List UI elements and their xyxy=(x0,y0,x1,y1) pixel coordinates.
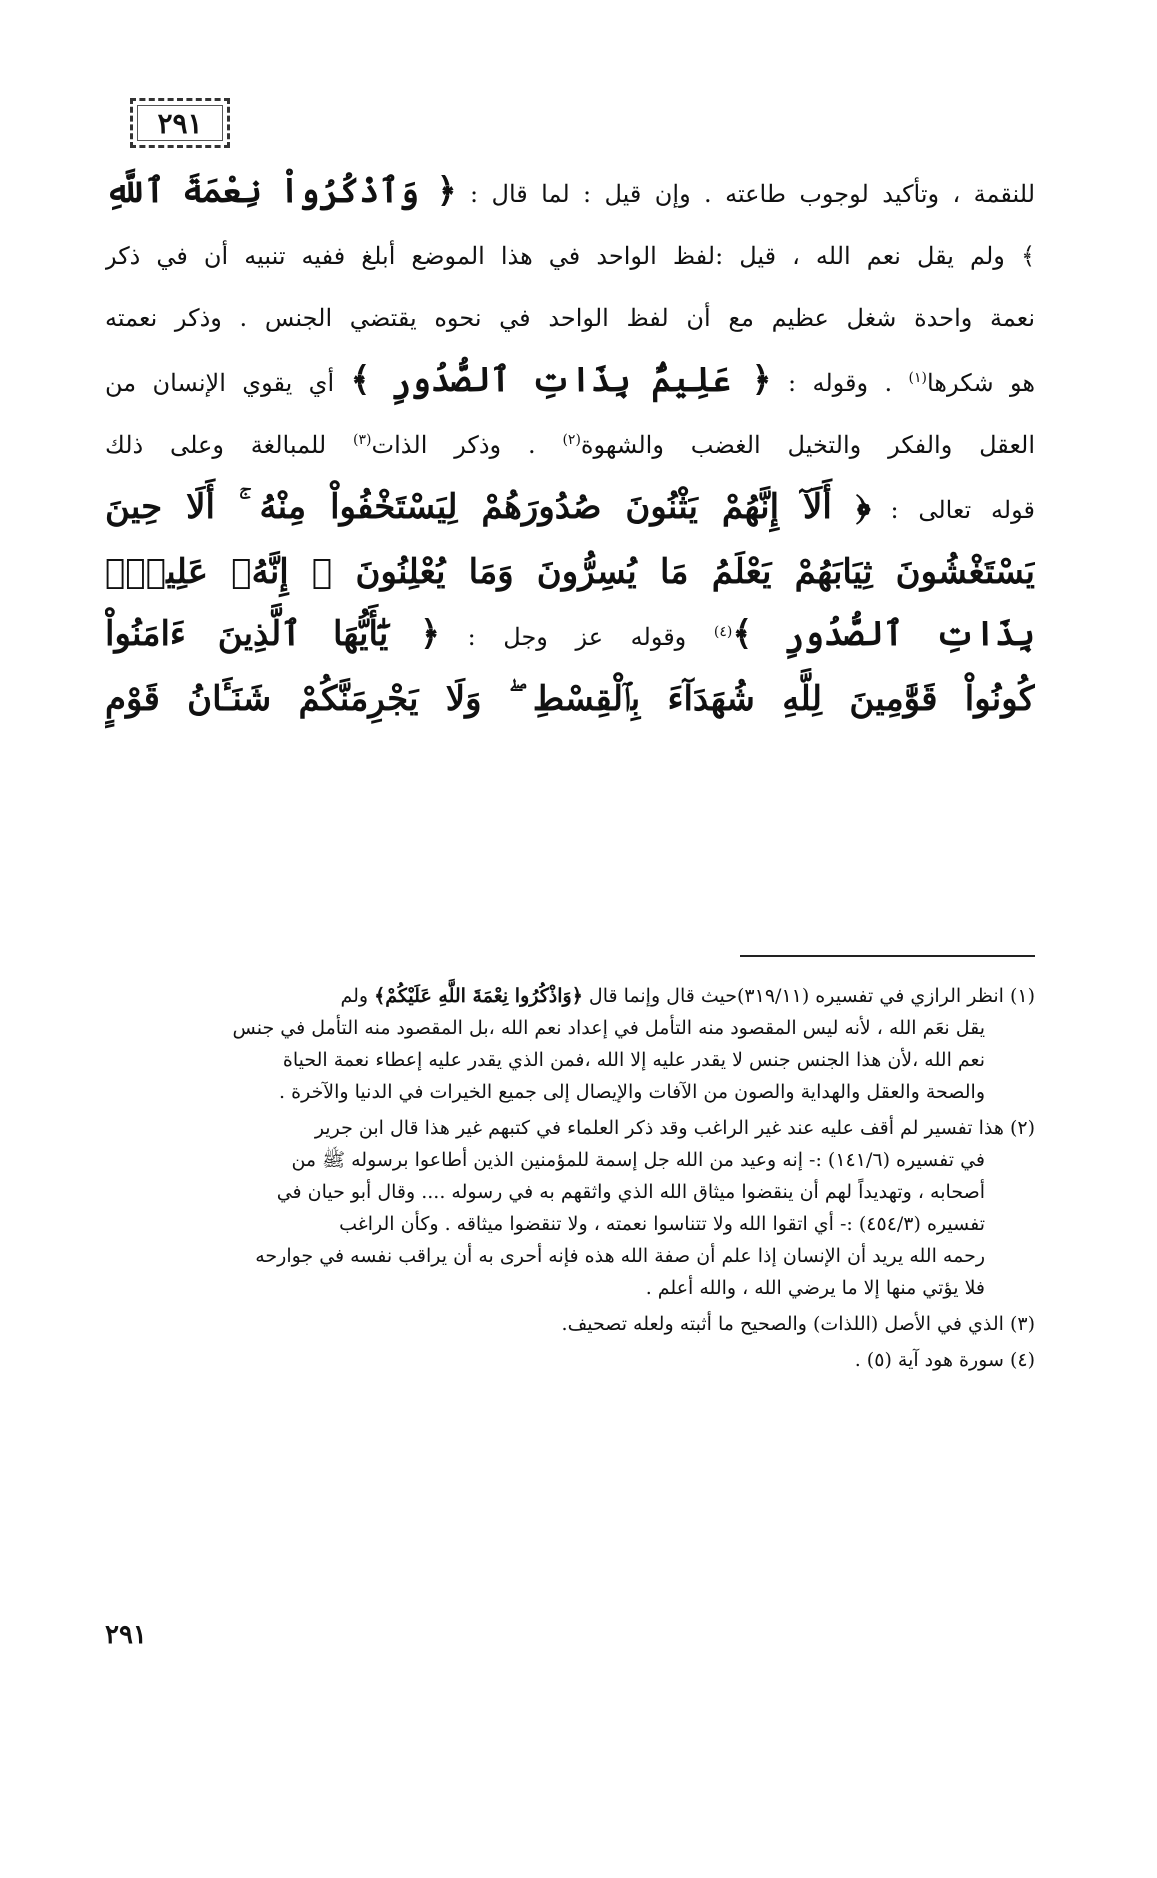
footnote-line: أصحابه ، وتهديداً لهم أن ينقضوا ميثاق الله الذي واثقهم به في رسوله .... وقال أبو حيان في xyxy=(276,1181,985,1203)
footnote-2: (٢) هذا تفسير لم أقف عليه عند غير الراغب وقد ذكر العلماء في كتبهم غير هذا قال ابن جرير في تفسيره (١٤١/٦) :- إنه وعيد من الله جل إسمة للمؤمنين الذين أطاعوا برسوله ﷺ من أصحابه ، وتهديداً لهم أن ينقضوا ميثاق الله الذي واثقهم به في رسوله .... وقال أبو حيان في تفسيره (٤٥٤/٣) :- أي اتقوا الله ولا تتناسوا نعمته ، ولا تنقضوا ميثاقه . وكأن الراغب رحمه الله يريد أن الإنسان إذا علم أن صفة الله هذه فإنه أحرى به أن يراقب نفسه في جوارحه فلا يؤتي منها إلا ما يرضي الله ، والله أعلم . xyxy=(105,1112,1035,1304)
footnote-separator xyxy=(740,955,1035,957)
footnote-number: (٤) xyxy=(1009,1349,1035,1371)
footnote-3: (٣) الذي في الأصل (اللذات) والصحيح ما أثبته ولعله تصحيف. xyxy=(561,1313,1035,1335)
text-line-6: قوله تعالى : ﴿ أَلَآ إِنَّهُمْ يَثْنُونَ صُدُورَهُمْ لِيَسْتَخْفُواْ مِنْهُ ۚ أَلَا حِينَ xyxy=(105,487,1035,527)
text-line-2: ﴾ ولم يقل نعم الله ، قيل :لفظ الواحد في هذا الموضع أبلغ ففيه تنبيه أن في ذكر xyxy=(105,242,1035,270)
text-line-1: للنقمة ، وتأكيد لوجوب طاعته . وإن قيل : لما قال : ﴿ وَٱذْكُرُواْ نِعْمَةَ ٱللَّهِ xyxy=(105,171,1035,211)
footnote-ref-3: (٣) xyxy=(353,432,372,448)
footnote-line: رحمه الله يريد أن الإنسان إذا علم أن صفة الله هذه فإنه أحرى به أن يراقب نفسه في جوارحه xyxy=(255,1245,985,1267)
footnote-line: نعم الله ،لأن هذا الجنس جنس لا يقدر عليه إلا الله ،فمن الذي يقدر عليه إعطاء نعمة الحياة xyxy=(282,1049,985,1071)
page-number-bottom: ٢٩١ xyxy=(105,1620,147,1650)
footnote-number: (٣) xyxy=(1009,1313,1035,1335)
quran-verse: ﴿ أَلَآ إِنَّهُمْ يَثْنُونَ صُدُورَهُمْ لِيَسْتَخْفُواْ مِنْهُ ۚ أَلَا حِينَ xyxy=(105,487,871,527)
footnote-line: والصحة والعقل والهداية والصون من الآفات والإيصال إلى جميع الخيرات في الدنيا والآخرة . xyxy=(279,1081,985,1103)
quran-verse: ﴿وَاذْكُرُوا نِعْمَةَ اللَّهِ عَلَيْكُمْ﴾ xyxy=(374,985,583,1007)
footnote-ref-2: (٢) xyxy=(562,432,581,448)
quran-verse: بِذَاتِ ٱلصُّدُورِ ﴾ xyxy=(732,614,1035,654)
text-line-3: نعمة واحدة شغل عظيم مع أن لفظ الواحد في نحوه يقتضي الجنس . وذكر نعمته xyxy=(105,304,1035,332)
footnote-1: (١) انظر الرازي في تفسيره (٣١٩/١١)حيث قال وإنما قال ﴿وَاذْكُرُوا نِعْمَةَ اللَّهِ عَلَيْكُمْ﴾ ولم يقل نعَم الله ، لأنه ليس المقصود منه التأمل في إعداد نعم الله ،بل المقصود منه التأمل في جنس نعم الله ،لأن هذا الجنس جنس لا يقدر عليه إلا الله ،فمن الذي يقدر عليه إعطاء نعمة الحياة والصحة والعقل والهداية والصون من الآفات والإيصال إلى جميع الخيرات في الدنيا والآخرة . xyxy=(105,980,1035,1108)
footnote-4: (٤) سورة هود آية (٥) . xyxy=(854,1349,1035,1371)
text-line-8: بِذَاتِ ٱلصُّدُورِ ﴾$^{(٤)}$ وقوله عز وجل : ﴿ يَٰٓأَيُّهَا ٱلَّذِينَ ءَامَنُواْ xyxy=(105,614,1035,654)
footnote-number: (١) xyxy=(1009,985,1035,1007)
footnote-line: فلا يؤتي منها إلا ما يرضي الله ، والله أعلم . xyxy=(645,1277,985,1299)
footnote-line: في تفسيره (١٤١/٦) :- إنه وعيد من الله جل إسمة للمؤمنين الذين أطاعوا برسوله ﷺ من xyxy=(291,1149,985,1171)
text-line-9: كُونُواْ قَوَّٰمِينَ لِلَّهِ شُهَدَآءَ بِٱلْقِسْطِ ۖ وَلَا يَجْرِمَنَّكُمْ شَنَـَٔانُ قَوْمٍ xyxy=(105,679,1035,719)
quran-verse: ﴿ عَلِيمٌۢ بِذَاتِ ٱلصُّدُورِ ﴾ xyxy=(350,360,772,400)
footnote-ref-4: (٤) xyxy=(713,624,733,640)
footnote-line: تفسيره (٤٥٤/٣) :- أي اتقوا الله ولا تتناسوا نعمته ، ولا تنقضوا ميثاقه . وكأن الراغب xyxy=(339,1213,985,1235)
footnote-line: يقل نعَم الله ، لأنه ليس المقصود منه التأمل في إعداد نعم الله ،بل المقصود منه التأمل في جنس xyxy=(232,1017,985,1039)
page-number-top: ٢٩١ xyxy=(157,106,203,140)
quran-verse: ﴿ يَٰٓأَيُّهَا ٱلَّذِينَ ءَامَنُواْ xyxy=(105,614,441,654)
footnote-number: (٢) xyxy=(1009,1117,1035,1139)
footnotes xyxy=(105,980,1035,1380)
main-text xyxy=(105,160,1035,730)
text-line-7: يَسْتَغْشُونَ ثِيَابَهُمْ يَعْلَمُ مَا يُسِرُّونَ وَمَا يُعْلِنُونَ ۚ إِنَّهُۥ عَلِيمٌۢ xyxy=(105,552,1035,592)
text-line-5: العقل والفكر والتخيل الغضب والشهوة$^{(٢)}$ . وذكر الذات$^{(٣)}$ للمبالغة وعلى ذلك xyxy=(105,431,1035,459)
footnote-ref-1: (١) xyxy=(908,370,927,386)
quran-verse: ﴿ وَٱذْكُرُواْ نِعْمَةَ ٱللَّهِ xyxy=(105,171,457,211)
text-line-4: هو شكرها$^{(١)}$ . وقوله : ﴿ عَلِيمٌۢ بِذَاتِ ٱلصُّدُورِ ﴾ أي يقوي الإنسان من xyxy=(105,360,1035,400)
page-number-box xyxy=(130,98,230,148)
